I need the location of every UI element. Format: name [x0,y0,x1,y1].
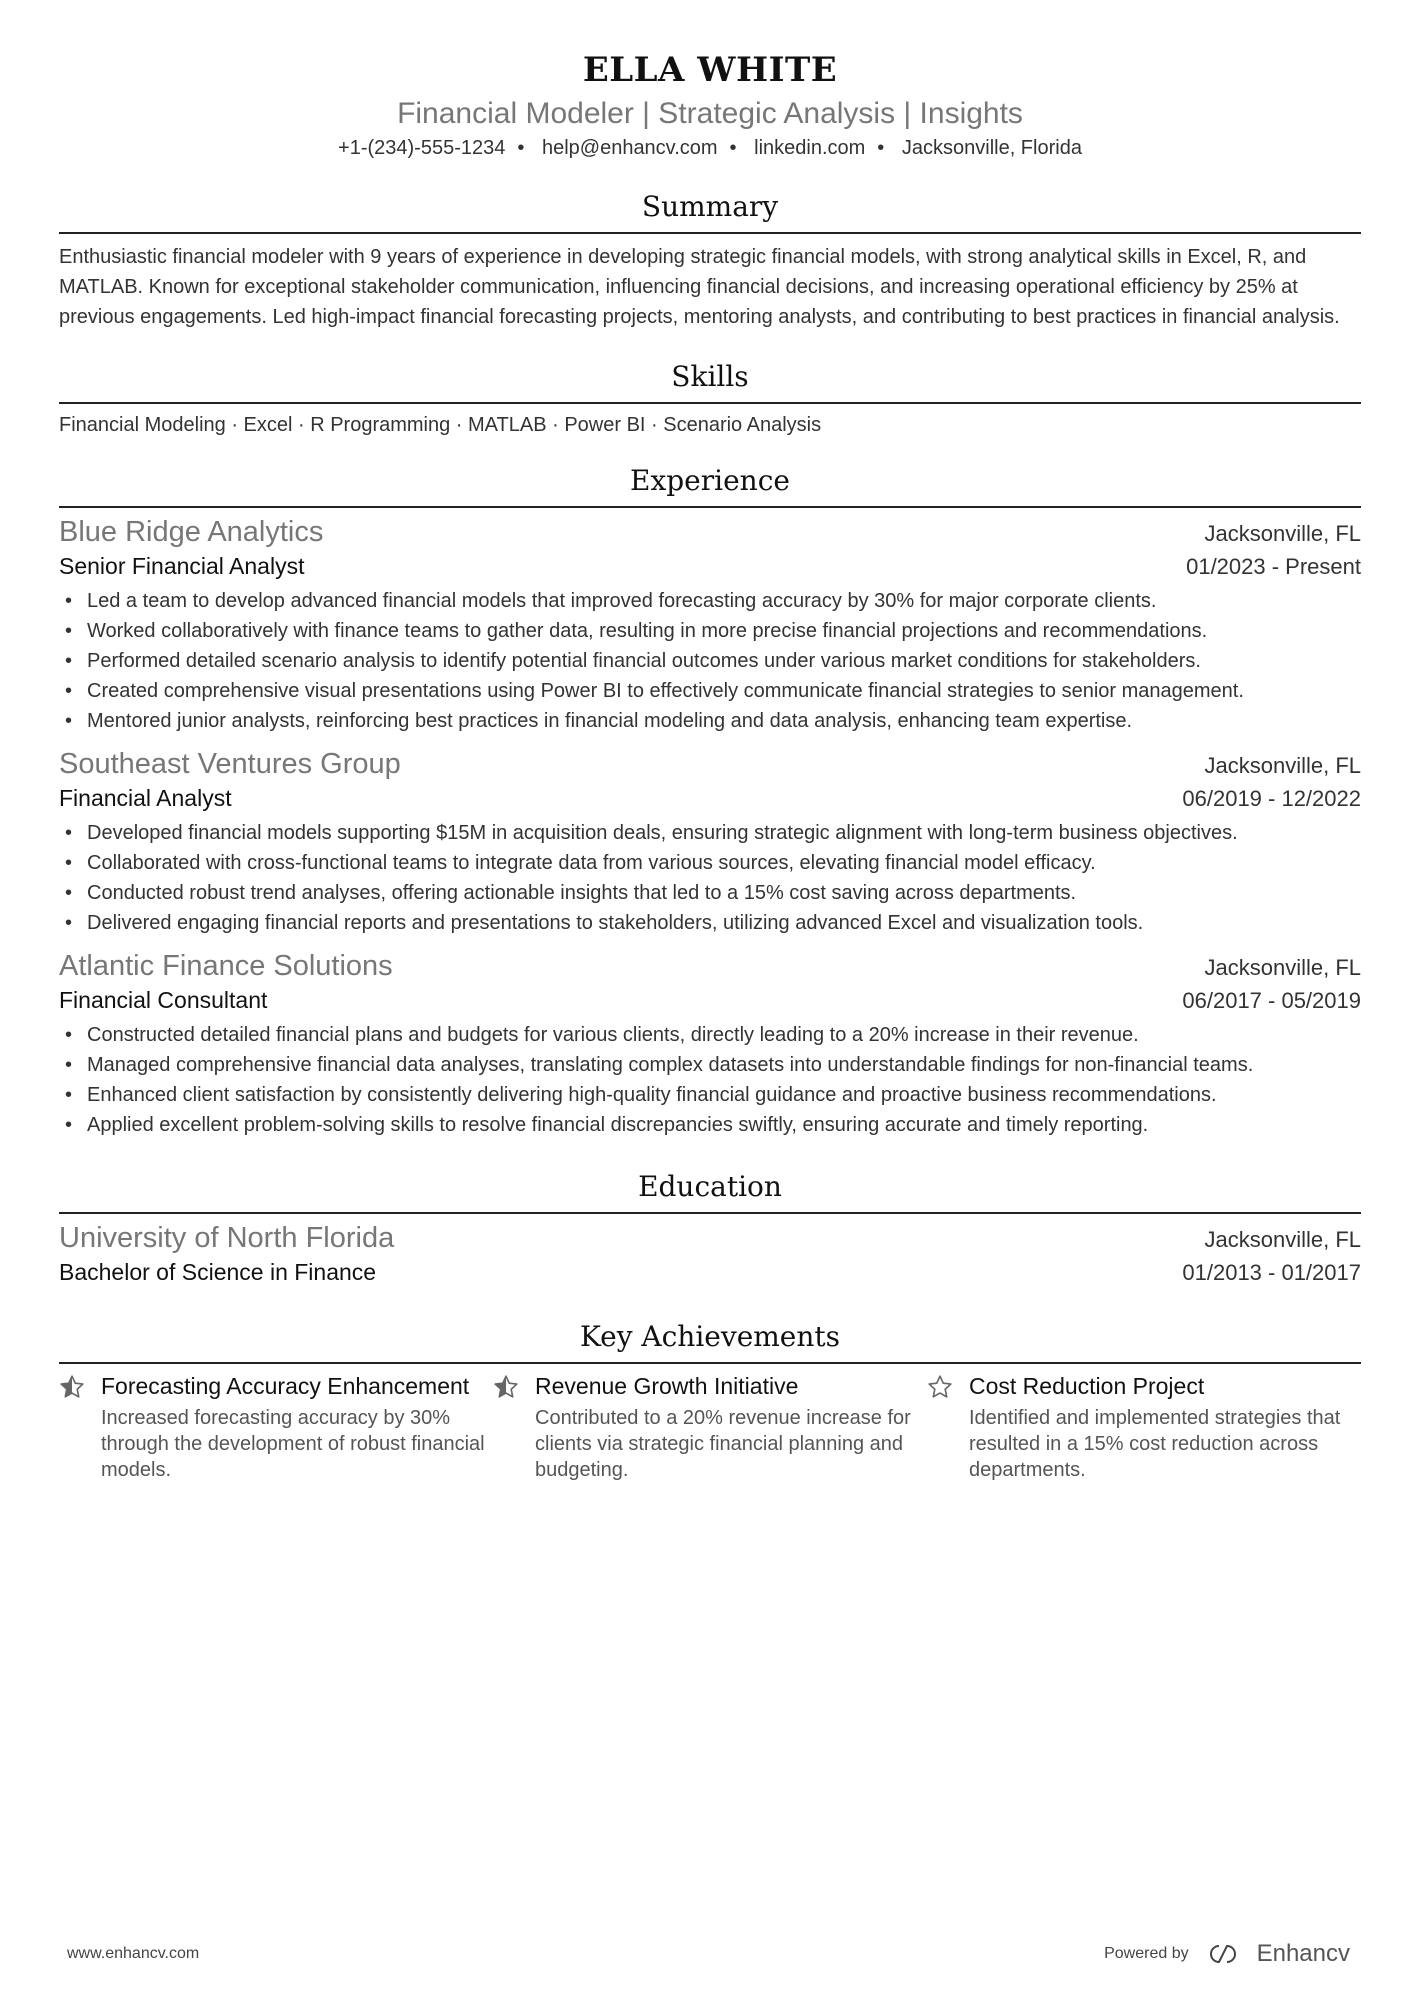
company-name: Blue Ridge Analytics [59,516,324,548]
experience-heading: Experience [59,462,1361,508]
bullet-item: • Mentored junior analysts, reinforcing best practices in financial modeling and data analysis, enhancing team expertise. [59,706,1361,736]
achievement-title: Cost Reduction Project [969,1373,1205,1399]
company-name: Atlantic Finance Solutions [59,950,393,982]
contact-info: +1-(234)-555-1234 • help@enhancv.com • linkedin.com • Jacksonville, Florida [338,137,1082,159]
job-dates: 01/2023 - Present [1186,554,1361,579]
achievement-title: Revenue Growth Initiative [535,1373,799,1399]
skills-heading: Skills [59,358,1361,404]
enhancv-logo-icon [1203,1942,1243,1966]
job-entry [59,746,1361,938]
job-bullets [59,586,1361,736]
school-name: University of North Florida [59,1222,395,1254]
job-location: Jacksonville, FL [1204,753,1361,778]
job-entry [59,948,1361,1140]
school-location: Jacksonville, FL [1204,1227,1361,1252]
job-dates: 06/2019 - 12/2022 [1182,786,1361,811]
job-bullets [59,1020,1361,1140]
job-dates: 06/2017 - 05/2019 [1182,988,1361,1013]
email-link[interactable]: help@enhancv.com [541,137,718,159]
powered-by [1104,1940,1350,1968]
star-half-icon [493,1372,535,1483]
job-title: Financial Consultant [59,987,268,1013]
candidate-name: ELLA WHITE [582,50,838,90]
location: Jacksonville, Florida [901,137,1082,159]
education-entry [59,1220,1361,1288]
skills-list: Financial Modeling · Excel · R Programming · MATLAB · Power BI · Scenario Analysis [59,414,822,436]
bullet-item: • Led a team to develop advanced financial models that improved forecasting accuracy by 30% for major corporate clients. [59,586,1361,616]
star-half-icon [59,1372,101,1483]
linkedin-link[interactable]: linkedin.com [754,137,866,159]
bullet-item: • Applied excellent problem-solving skills to resolve financial discrepancies swiftly, ensuring accurate and timely reporting. [59,1110,1361,1140]
bullet-item: • Worked collaboratively with finance teams to gather data, resulting in more precise financial projections and recommendations. [59,616,1361,646]
bullet-item: • Developed financial models supporting $15M in acquisition deals, ensuring strategic alignment with long-term business objectives. [59,818,1361,848]
website-link[interactable]: www.enhancv.com [67,1945,200,1962]
bullet-item: • Collaborated with cross-functional teams to integrate data from various sources, elevating financial model efficacy. [59,848,1361,878]
bullet-item: • Constructed detailed financial plans and budgets for various clients, directly leading to a 20% increase in their revenue. [59,1020,1361,1050]
company-name: Southeast Ventures Group [59,748,401,780]
resume [59,0,1361,1483]
star-outline-icon [927,1372,969,1483]
footer [67,1940,1350,1968]
headline: Financial Modeler | Strategic Analysis | Insights [397,97,1023,130]
job-title: Financial Analyst [59,785,232,811]
education-heading: Education [59,1168,1361,1214]
summary-text: Enthusiastic financial modeler with 9 years of experience in developing strategic financial models, with strong analytical skills in Excel, R, and MATLAB. Known for exceptional stakeholder communication, influencing financial decisions, and increasing operational efficiency by 25% at previous engagements. Led high-impact financial forecasting projects, mentoring analysts, and contributing to best practices in financial analysis. [59,246,1340,328]
job-bullets [59,818,1361,938]
job-title: Senior Financial Analyst [59,553,305,579]
achievement-item [927,1372,1361,1483]
phone: +1-(234)-555-1234 [338,137,506,159]
degree: Bachelor of Science in Finance [59,1259,377,1285]
achievement-title: Forecasting Accuracy Enhancement [101,1373,470,1399]
education-dates: 01/2013 - 01/2017 [1182,1260,1361,1285]
achievement-description: Identified and implemented strategies that resulted in a 15% cost reduction across departments. [969,1407,1341,1481]
summary-heading: Summary [59,188,1361,234]
achievement-item [493,1372,927,1483]
job-location: Jacksonville, FL [1204,521,1361,546]
experience-list [59,514,1361,1140]
bullet-item: • Managed comprehensive financial data analyses, translating complex datasets into understandable findings for non-financial teams. [59,1050,1361,1080]
achievement-description: Increased forecasting accuracy by 30% through the development of robust financial models. [101,1407,485,1481]
brand-name: Enhancv [1256,1940,1350,1967]
job-location: Jacksonville, FL [1204,955,1361,980]
job-entry [59,514,1361,736]
achievements-heading: Key Achievements [59,1318,1361,1364]
bullet-item: • Performed detailed scenario analysis to identify potential financial outcomes under various market conditions for stakeholders. [59,646,1361,676]
bullet-item: • Delivered engaging financial reports and presentations to stakeholders, utilizing advanced Excel and visualization tools. [59,908,1361,938]
achievement-item [59,1372,493,1483]
powered-by-label: Powered by [1104,1945,1189,1962]
bullet-item: • Enhanced client satisfaction by consistently delivering high-quality financial guidance and proactive business recommendations. [59,1080,1361,1110]
achievements-list [59,1372,1361,1483]
bullet-item: • Created comprehensive visual presentations using Power BI to effectively communicate financial strategies to senior management. [59,676,1361,706]
achievement-description: Contributed to a 20% revenue increase for clients via strategic financial planning and budgeting. [535,1407,911,1481]
bullet-item: • Conducted robust trend analyses, offering actionable insights that led to a 15% cost saving across departments. [59,878,1361,908]
